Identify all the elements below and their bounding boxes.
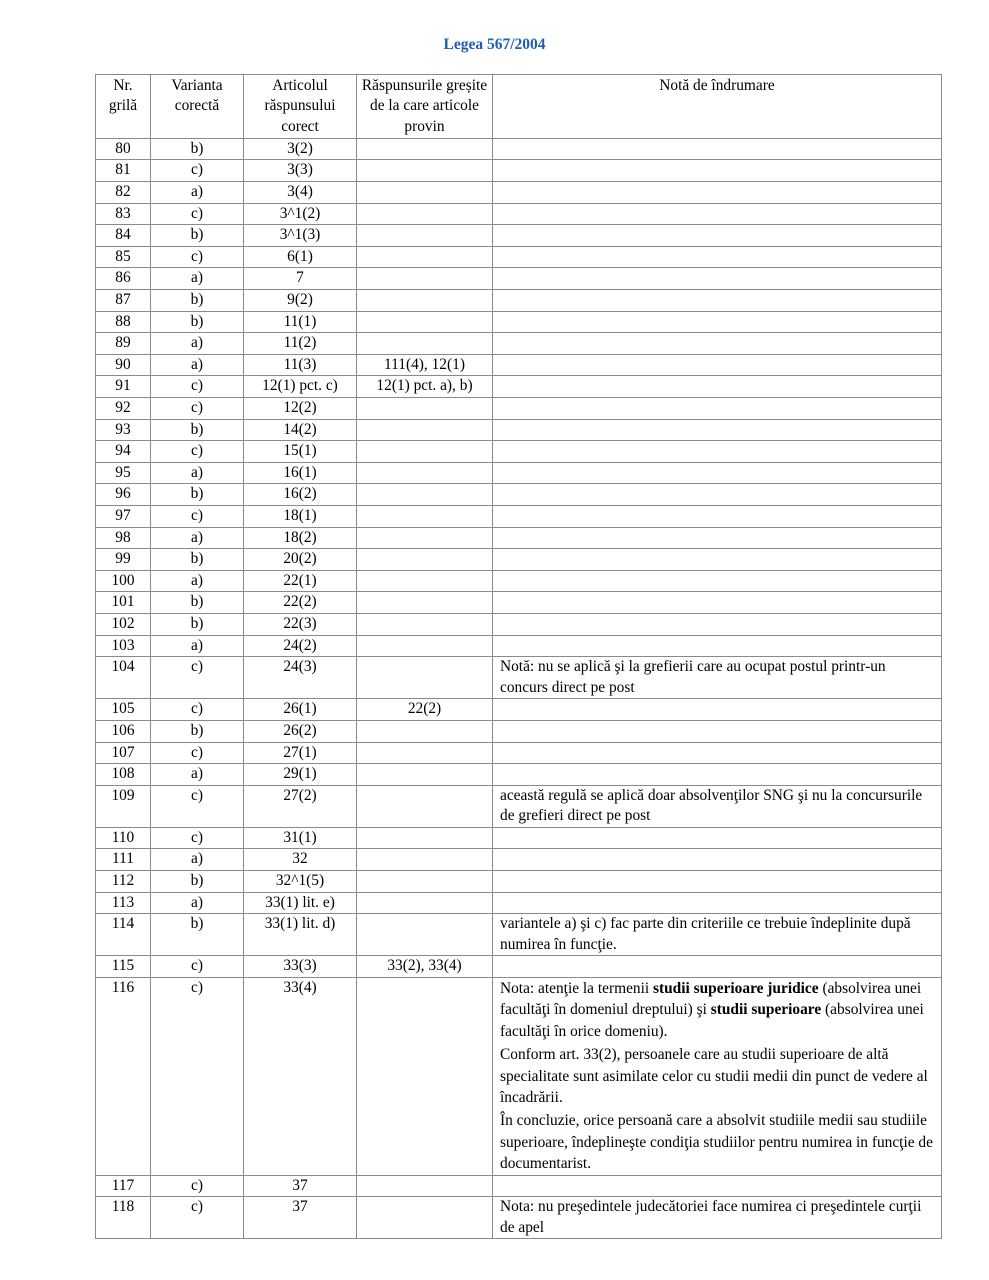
cell-varianta-corecta: c) xyxy=(151,505,244,527)
table-row xyxy=(96,246,942,268)
cell-varianta-corecta: b) xyxy=(151,720,244,742)
cell-articol-corect: 12(2) xyxy=(244,398,357,420)
cell-articol-corect: 18(2) xyxy=(244,527,357,549)
cell-nr-grila: 107 xyxy=(96,742,151,764)
cell-raspunsuri-gresite xyxy=(357,290,493,312)
cell-articol-corect: 3(3) xyxy=(244,160,357,182)
table-row xyxy=(96,311,942,333)
table-row xyxy=(96,613,942,635)
cell-nr-grila: 85 xyxy=(96,246,151,268)
table-row xyxy=(96,203,942,225)
table-row xyxy=(96,160,942,182)
cell-raspunsuri-gresite xyxy=(357,742,493,764)
cell-articol-corect: 16(2) xyxy=(244,484,357,506)
cell-nota-indrumare: această regulă se aplică doar absolvenţilor SNG şi nu la concursurile de grefieri direct pe post xyxy=(493,785,942,827)
header-articol-corect: Articolul răspunsului corect xyxy=(244,75,357,139)
cell-varianta-corecta: c) xyxy=(151,956,244,978)
cell-articol-corect: 33(3) xyxy=(244,956,357,978)
cell-articol-corect: 14(2) xyxy=(244,419,357,441)
cell-raspunsuri-gresite xyxy=(357,849,493,871)
cell-articol-corect: 9(2) xyxy=(244,290,357,312)
cell-nota-indrumare: Notă: nu se aplică şi la grefierii care au ocupat postul printr-un concurs direct pe post xyxy=(493,657,942,699)
table-header-row xyxy=(96,75,942,139)
note-paragraph xyxy=(500,980,924,1040)
cell-nota-indrumare xyxy=(493,527,942,549)
cell-varianta-corecta: c) xyxy=(151,699,244,721)
cell-articol-corect: 33(1) lit. d) xyxy=(244,914,357,956)
table-row xyxy=(96,699,942,721)
cell-nota-indrumare xyxy=(493,742,942,764)
table-row xyxy=(96,290,942,312)
cell-varianta-corecta: b) xyxy=(151,549,244,571)
cell-nota-indrumare xyxy=(493,978,942,1176)
cell-nr-grila: 104 xyxy=(96,657,151,699)
cell-nota-indrumare xyxy=(493,376,942,398)
cell-nr-grila: 111 xyxy=(96,849,151,871)
cell-raspunsuri-gresite xyxy=(357,1175,493,1197)
cell-raspunsuri-gresite xyxy=(357,203,493,225)
cell-varianta-corecta: b) xyxy=(151,871,244,893)
note-text: Nota: atenţie la termenii xyxy=(500,980,653,998)
cell-raspunsuri-gresite xyxy=(357,225,493,247)
cell-varianta-corecta: c) xyxy=(151,1197,244,1239)
cell-raspunsuri-gresite xyxy=(357,1197,493,1239)
cell-nr-grila: 84 xyxy=(96,225,151,247)
cell-nota-indrumare xyxy=(493,720,942,742)
cell-articol-corect: 22(1) xyxy=(244,570,357,592)
table-row xyxy=(96,484,942,506)
cell-varianta-corecta: a) xyxy=(151,849,244,871)
table-row xyxy=(96,333,942,355)
cell-nota-indrumare xyxy=(493,635,942,657)
cell-raspunsuri-gresite xyxy=(357,785,493,827)
cell-raspunsuri-gresite xyxy=(357,398,493,420)
cell-nota-indrumare xyxy=(493,1175,942,1197)
document-title: Legea 567/2004 xyxy=(443,36,546,53)
cell-nr-grila: 116 xyxy=(96,978,151,1176)
cell-nota-indrumare xyxy=(493,182,942,204)
cell-raspunsuri-gresite xyxy=(357,419,493,441)
cell-nr-grila: 103 xyxy=(96,635,151,657)
cell-articol-corect: 32 xyxy=(244,849,357,871)
header-nr-grila: Nr. grilă xyxy=(96,75,151,139)
cell-nr-grila: 115 xyxy=(96,956,151,978)
cell-nr-grila: 105 xyxy=(96,699,151,721)
table-row xyxy=(96,505,942,527)
cell-nota-indrumare xyxy=(493,311,942,333)
cell-nota-indrumare: variantele a) şi c) fac parte din criteriile ce trebuie îndeplinite după numirea în funcţie. xyxy=(493,914,942,956)
cell-varianta-corecta: c) xyxy=(151,1175,244,1197)
cell-nota-indrumare xyxy=(493,871,942,893)
cell-varianta-corecta: c) xyxy=(151,203,244,225)
table-row xyxy=(96,849,942,871)
cell-nr-grila: 99 xyxy=(96,549,151,571)
cell-varianta-corecta: b) xyxy=(151,311,244,333)
cell-articol-corect: 7 xyxy=(244,268,357,290)
cell-nota-indrumare xyxy=(493,827,942,849)
cell-articol-corect: 37 xyxy=(244,1197,357,1239)
cell-raspunsuri-gresite xyxy=(357,827,493,849)
cell-varianta-corecta: b) xyxy=(151,484,244,506)
table-row xyxy=(96,462,942,484)
cell-varianta-corecta: c) xyxy=(151,398,244,420)
cell-nota-indrumare xyxy=(493,419,942,441)
table-row xyxy=(96,592,942,614)
table-row xyxy=(96,635,942,657)
table-row xyxy=(96,657,942,699)
table-row xyxy=(96,742,942,764)
cell-articol-corect: 12(1) pct. c) xyxy=(244,376,357,398)
cell-raspunsuri-gresite xyxy=(357,333,493,355)
cell-nota-indrumare xyxy=(493,462,942,484)
cell-nr-grila: 88 xyxy=(96,311,151,333)
cell-raspunsuri-gresite xyxy=(357,462,493,484)
table-row xyxy=(96,720,942,742)
cell-nota-indrumare xyxy=(493,398,942,420)
table-row xyxy=(96,441,942,463)
cell-raspunsuri-gresite xyxy=(357,914,493,956)
cell-articol-corect: 27(2) xyxy=(244,785,357,827)
cell-nota-indrumare xyxy=(493,441,942,463)
cell-varianta-corecta: c) xyxy=(151,785,244,827)
cell-raspunsuri-gresite xyxy=(357,484,493,506)
cell-nr-grila: 95 xyxy=(96,462,151,484)
cell-nr-grila: 109 xyxy=(96,785,151,827)
cell-articol-corect: 18(1) xyxy=(244,505,357,527)
cell-nota-indrumare xyxy=(493,268,942,290)
note-text: (absolvirea unei facultăţi în orice domeniu). xyxy=(500,1001,924,1040)
cell-articol-corect: 29(1) xyxy=(244,764,357,786)
cell-nr-grila: 118 xyxy=(96,1197,151,1239)
table-row xyxy=(96,956,942,978)
table-row xyxy=(96,182,942,204)
cell-varianta-corecta: b) xyxy=(151,592,244,614)
header-nota-indrumare: Notă de îndrumare xyxy=(493,75,942,139)
cell-articol-corect: 3^1(2) xyxy=(244,203,357,225)
cell-nota-indrumare xyxy=(493,290,942,312)
cell-nota-indrumare xyxy=(493,592,942,614)
cell-nr-grila: 92 xyxy=(96,398,151,420)
table-row xyxy=(96,570,942,592)
cell-articol-corect: 3(2) xyxy=(244,138,357,160)
cell-varianta-corecta: b) xyxy=(151,914,244,956)
cell-nr-grila: 94 xyxy=(96,441,151,463)
cell-varianta-corecta: a) xyxy=(151,892,244,914)
cell-varianta-corecta: a) xyxy=(151,635,244,657)
cell-raspunsuri-gresite xyxy=(357,549,493,571)
note-emphasis: studii superioare juridice xyxy=(653,980,819,998)
cell-raspunsuri-gresite xyxy=(357,182,493,204)
cell-raspunsuri-gresite xyxy=(357,527,493,549)
cell-raspunsuri-gresite xyxy=(357,657,493,699)
header-raspunsuri-gresite: Răspunsurile greșite de la care articole provin xyxy=(357,75,493,139)
cell-nota-indrumare xyxy=(493,484,942,506)
cell-varianta-corecta: c) xyxy=(151,441,244,463)
table-row xyxy=(96,892,942,914)
cell-varianta-corecta: a) xyxy=(151,462,244,484)
cell-nota-indrumare xyxy=(493,613,942,635)
cell-nr-grila: 102 xyxy=(96,613,151,635)
cell-varianta-corecta: c) xyxy=(151,657,244,699)
cell-nr-grila: 81 xyxy=(96,160,151,182)
cell-varianta-corecta: a) xyxy=(151,527,244,549)
cell-varianta-corecta: c) xyxy=(151,827,244,849)
cell-varianta-corecta: c) xyxy=(151,978,244,1176)
table-row xyxy=(96,914,942,956)
table-body xyxy=(96,138,942,1239)
cell-varianta-corecta: b) xyxy=(151,290,244,312)
cell-nr-grila: 98 xyxy=(96,527,151,549)
cell-varianta-corecta: a) xyxy=(151,354,244,376)
table-row xyxy=(96,268,942,290)
cell-nr-grila: 114 xyxy=(96,914,151,956)
cell-nr-grila: 83 xyxy=(96,203,151,225)
cell-articol-corect: 32^1(5) xyxy=(244,871,357,893)
table-row xyxy=(96,138,942,160)
cell-nr-grila: 89 xyxy=(96,333,151,355)
cell-nr-grila: 86 xyxy=(96,268,151,290)
cell-raspunsuri-gresite xyxy=(357,613,493,635)
table-row xyxy=(96,1175,942,1197)
cell-varianta-corecta: c) xyxy=(151,742,244,764)
cell-nr-grila: 110 xyxy=(96,827,151,849)
note-paragraph: În concluzie, orice persoană care a absolvit studiile medii sau studiile superioare, îndeplineşte condiţia studiilor pentru numirea in funcţie de documentarist. xyxy=(500,1112,933,1173)
table-row xyxy=(96,978,942,1176)
cell-articol-corect: 26(1) xyxy=(244,699,357,721)
note-paragraph: Conform art. 33(2), persoanele care au studii superioare de altă specialitate sunt asimilate celor cu studii medii din punct de vedere al încadrării. xyxy=(500,1046,928,1107)
cell-nr-grila: 97 xyxy=(96,505,151,527)
cell-nota-indrumare xyxy=(493,505,942,527)
cell-articol-corect: 27(1) xyxy=(244,742,357,764)
cell-articol-corect: 31(1) xyxy=(244,827,357,849)
cell-nota-indrumare xyxy=(493,138,942,160)
cell-articol-corect: 15(1) xyxy=(244,441,357,463)
header-varianta-corecta: Varianta corectă xyxy=(151,75,244,139)
table-row xyxy=(96,419,942,441)
cell-raspunsuri-gresite xyxy=(357,246,493,268)
table-row xyxy=(96,354,942,376)
cell-varianta-corecta: a) xyxy=(151,570,244,592)
cell-nr-grila: 106 xyxy=(96,720,151,742)
cell-articol-corect: 24(3) xyxy=(244,657,357,699)
table-row xyxy=(96,1197,942,1239)
cell-nota-indrumare xyxy=(493,160,942,182)
cell-nr-grila: 91 xyxy=(96,376,151,398)
cell-nr-grila: 96 xyxy=(96,484,151,506)
cell-raspunsuri-gresite xyxy=(357,635,493,657)
cell-raspunsuri-gresite: 111(4), 12(1) xyxy=(357,354,493,376)
cell-nota-indrumare xyxy=(493,225,942,247)
cell-nr-grila: 87 xyxy=(96,290,151,312)
cell-articol-corect: 33(4) xyxy=(244,978,357,1176)
cell-varianta-corecta: b) xyxy=(151,613,244,635)
cell-raspunsuri-gresite xyxy=(357,978,493,1176)
cell-varianta-corecta: a) xyxy=(151,182,244,204)
cell-raspunsuri-gresite xyxy=(357,311,493,333)
cell-articol-corect: 22(2) xyxy=(244,592,357,614)
cell-articol-corect: 33(1) lit. e) xyxy=(244,892,357,914)
cell-articol-corect: 11(2) xyxy=(244,333,357,355)
cell-nota-indrumare xyxy=(493,699,942,721)
cell-nota-indrumare xyxy=(493,549,942,571)
cell-nota-indrumare xyxy=(493,203,942,225)
cell-raspunsuri-gresite: 33(2), 33(4) xyxy=(357,956,493,978)
cell-nota-indrumare xyxy=(493,333,942,355)
cell-raspunsuri-gresite xyxy=(357,764,493,786)
table-row xyxy=(96,398,942,420)
table-row xyxy=(96,376,942,398)
cell-articol-corect: 22(3) xyxy=(244,613,357,635)
cell-varianta-corecta: a) xyxy=(151,333,244,355)
cell-raspunsuri-gresite xyxy=(357,505,493,527)
cell-varianta-corecta: c) xyxy=(151,246,244,268)
cell-raspunsuri-gresite xyxy=(357,570,493,592)
cell-nota-indrumare xyxy=(493,570,942,592)
note-text: (absolvirea unei facultăţi în domeniul dreptului) şi xyxy=(500,980,922,1019)
table-row xyxy=(96,785,942,827)
cell-raspunsuri-gresite xyxy=(357,441,493,463)
cell-nr-grila: 90 xyxy=(96,354,151,376)
cell-nota-indrumare xyxy=(493,892,942,914)
cell-raspunsuri-gresite xyxy=(357,871,493,893)
cell-nota-indrumare xyxy=(493,956,942,978)
cell-varianta-corecta: c) xyxy=(151,160,244,182)
cell-nota-indrumare xyxy=(493,849,942,871)
cell-nr-grila: 108 xyxy=(96,764,151,786)
cell-raspunsuri-gresite: 22(2) xyxy=(357,699,493,721)
cell-articol-corect: 37 xyxy=(244,1175,357,1197)
cell-raspunsuri-gresite xyxy=(357,592,493,614)
cell-raspunsuri-gresite xyxy=(357,720,493,742)
cell-articol-corect: 11(3) xyxy=(244,354,357,376)
cell-varianta-corecta: a) xyxy=(151,268,244,290)
cell-articol-corect: 24(2) xyxy=(244,635,357,657)
cell-raspunsuri-gresite xyxy=(357,160,493,182)
cell-nr-grila: 101 xyxy=(96,592,151,614)
cell-articol-corect: 3(4) xyxy=(244,182,357,204)
table-row xyxy=(96,527,942,549)
note-emphasis: studii superioare xyxy=(710,1001,822,1019)
cell-raspunsuri-gresite xyxy=(357,268,493,290)
cell-nota-indrumare xyxy=(493,246,942,268)
cell-nr-grila: 100 xyxy=(96,570,151,592)
cell-articol-corect: 16(1) xyxy=(244,462,357,484)
cell-raspunsuri-gresite xyxy=(357,892,493,914)
cell-nr-grila: 80 xyxy=(96,138,151,160)
table-row xyxy=(96,764,942,786)
cell-articol-corect: 11(1) xyxy=(244,311,357,333)
table-row xyxy=(96,225,942,247)
cell-nr-grila: 117 xyxy=(96,1175,151,1197)
cell-articol-corect: 3^1(3) xyxy=(244,225,357,247)
cell-nr-grila: 112 xyxy=(96,871,151,893)
cell-varianta-corecta: a) xyxy=(151,764,244,786)
cell-varianta-corecta: b) xyxy=(151,225,244,247)
cell-varianta-corecta: b) xyxy=(151,419,244,441)
cell-varianta-corecta: c) xyxy=(151,376,244,398)
table-row xyxy=(96,827,942,849)
cell-articol-corect: 26(2) xyxy=(244,720,357,742)
cell-nota-indrumare xyxy=(493,354,942,376)
cell-nota-indrumare: Nota: nu preşedintele judecătoriei face numirea ci preşedintele curţii de apel xyxy=(493,1197,942,1239)
cell-nr-grila: 93 xyxy=(96,419,151,441)
table-row xyxy=(96,549,942,571)
cell-articol-corect: 20(2) xyxy=(244,549,357,571)
cell-varianta-corecta: b) xyxy=(151,138,244,160)
cell-nota-indrumare xyxy=(493,764,942,786)
answer-key-table xyxy=(95,74,942,1239)
cell-articol-corect: 6(1) xyxy=(244,246,357,268)
cell-raspunsuri-gresite: 12(1) pct. a), b) xyxy=(357,376,493,398)
cell-nr-grila: 82 xyxy=(96,182,151,204)
table-row xyxy=(96,871,942,893)
cell-nr-grila: 113 xyxy=(96,892,151,914)
cell-raspunsuri-gresite xyxy=(357,138,493,160)
